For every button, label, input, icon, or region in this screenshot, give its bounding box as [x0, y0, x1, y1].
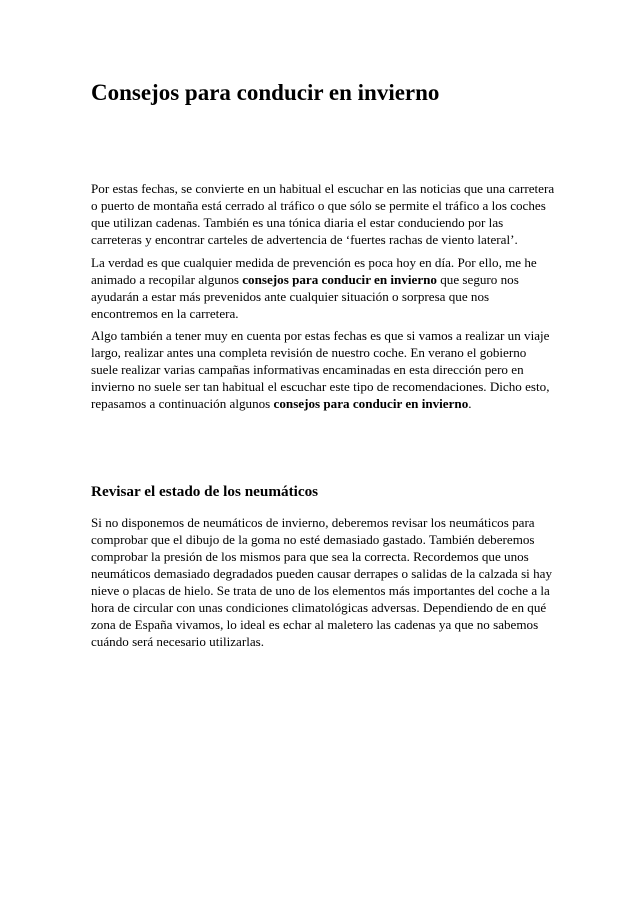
- paragraph-line: invierno no suele ser tan habitual el escuchar este tipo de recomendaciones. Dicho esto,: [91, 379, 550, 394]
- paragraph-line: suele realizar varias campañas informativas encaminadas en esta dirección pero en: [91, 362, 524, 377]
- paragraph-line: Por estas fechas, se convierte en un habitual el escuchar en las noticias que una carretera: [91, 181, 555, 196]
- paragraph-line: Algo también a tener muy en cuenta por estas fechas es que si vamos a realizar un viaje: [91, 328, 550, 343]
- paragraph-line: hora de circular con unas condiciones climatológicas adversas. Dependiendo de en qué: [91, 600, 547, 615]
- paragraph-line: ayudarán a estar más prevenidos ante cualquier situación o sorpresa que nos: [91, 289, 490, 304]
- paragraph-line: o puerto de montaña está cerrado al tráfico o que sólo se permite el tráfico a los coches: [91, 198, 546, 213]
- paragraph-line: comprobar la presión de los mismos para que sea la correcta. Recordemos que unos: [91, 549, 529, 564]
- paragraph-line: comprobar que el dibujo de la goma no esté demasiado gastado. También deberemos: [91, 532, 535, 547]
- paragraph-line: largo, realizar antes una completa revisión de nuestro coche. En verano el gobierno: [91, 345, 527, 360]
- section-heading: Revisar el estado de los neumáticos: [91, 483, 319, 500]
- paragraph-line: nieve o placas de hielo. Se trata de uno de los elementos más importantes del coche a la: [91, 583, 550, 598]
- paragraph-line: que utilizan cadenas. También es una tónica diaria el estar conduciendo por las: [91, 215, 504, 230]
- intro-paragraph-1: [91, 180, 555, 248]
- paragraph-line: zona de España vivamos, lo ideal es echar al maletero las cadenas ya que no sabemos: [91, 617, 539, 632]
- document-title: Consejos para conducir en invierno: [91, 80, 440, 105]
- paragraph-line: encontremos en la carretera.: [91, 306, 239, 321]
- section-paragraph: [91, 514, 551, 650]
- text-run: repasamos a continuación algunos: [91, 396, 274, 411]
- intro-paragraph-3: [91, 327, 551, 412]
- text-run: que seguro nos: [436, 272, 519, 287]
- paragraph-line: neumáticos demasiado degradados pueden causar derrapes o salidas de la calzada si hay: [91, 566, 552, 581]
- paragraph-line: carreteras y encontrar carteles de advertencia de ‘fuertes rachas de viento lateral’.: [91, 232, 518, 247]
- paragraph-line: cuándo será necesario utilizarlas.: [91, 634, 265, 649]
- text-run: .: [468, 396, 472, 411]
- paragraph-line: [91, 395, 551, 412]
- text-run: animado a recopilar algunos: [91, 272, 243, 287]
- bold-keyword: consejos para conducir en invierno: [242, 272, 437, 287]
- intro-paragraph-2: [91, 254, 551, 322]
- bold-keyword: consejos para conducir en invierno: [273, 396, 469, 411]
- paragraph-line: Si no disponemos de neumáticos de invierno, deberemos revisar los neumáticos para: [91, 515, 535, 530]
- paragraph-line: [91, 271, 551, 288]
- paragraph-line: La verdad es que cualquier medida de prevención es poca hoy en día. Por ello, me he: [91, 255, 537, 270]
